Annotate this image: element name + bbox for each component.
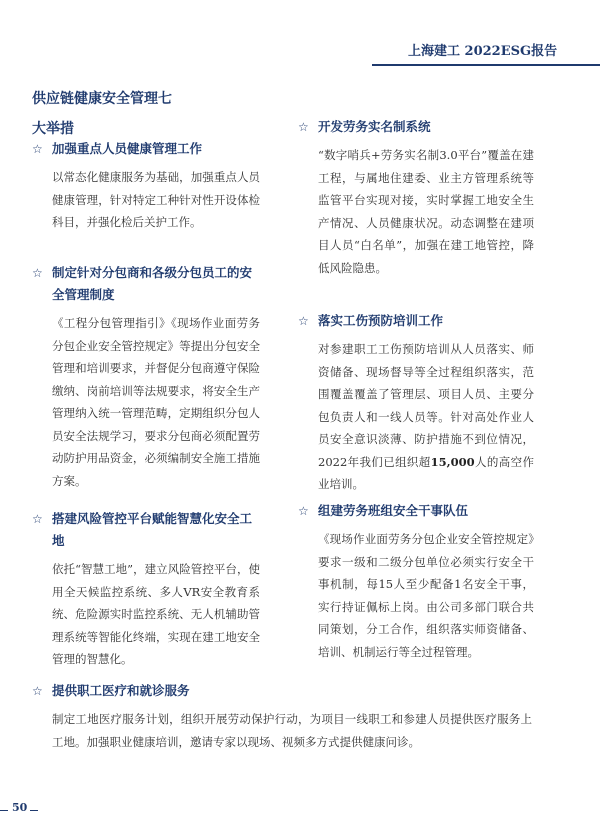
- section-body: 以常态化健康服务为基础，加强重点人员健康管理，针对特定工种针对性开设体检科目，并强化检后关护工作。: [52, 170, 260, 229]
- star-outline-icon: ☆: [32, 266, 43, 280]
- section-title-text: 落实工伤预防培训工作: [318, 313, 444, 328]
- section-title: [32, 680, 532, 702]
- footer-rule-left: [0, 810, 8, 811]
- section-title-text: 搭建风险管控平台赋能智慧化安全工地: [52, 511, 253, 548]
- highlight-number: 15,000: [430, 454, 475, 469]
- section-body: 《现场作业面劳务分包企业安全管控规定》要求一级和二级分包单位必须实行安全干事机制，每15人至少配备1名安全干事，实行持证佩标上岗。由公司多部门联合共同策划，分工合作，组织落实师资储备、培训、机制运行等全过程管理。: [318, 532, 534, 659]
- section-body: 依托“智慧工地”，建立风险管控平台，使用全天候监控系统、多人VR安全教育系统、危险源实时监控系统、无人机辅助管理系统等智能化终端，实现在建工地安全管理的智慧化。: [52, 562, 260, 666]
- star-outline-icon: ☆: [32, 684, 43, 698]
- header-rule: [372, 64, 600, 66]
- section-title: [298, 310, 534, 332]
- section-medical-service: [32, 680, 532, 753]
- section-title-text: 加强重点人员健康管理工作: [52, 141, 203, 156]
- section-body: 制定工地医疗服务计划，组织开展劳动保护行动，为项目一线职工和参建人员提供医疗服务上工地。加强职业健康培训，邀请专家以现场、视频多方式提供健康问诊。: [52, 712, 532, 749]
- section-real-name-system: [298, 116, 534, 279]
- star-outline-icon: ☆: [298, 120, 309, 134]
- section-title: [32, 138, 260, 160]
- section-body: “数字哨兵+劳务实名制3.0平台”覆盖在建工程，与属地住建委、业主方管理系统等监管平台实现对接，实时掌握工地安全生产情况、人员健康状况。动态调整在建项目人员“白名单”，加强在建工地管控，降低风险隐患。: [318, 148, 534, 275]
- section-title-text: 制定针对分包商和各级分包员工的安全管理制度: [52, 265, 253, 302]
- section-body: [298, 338, 534, 496]
- star-outline-icon: ☆: [32, 142, 43, 156]
- section-key-personnel-health: [32, 138, 260, 234]
- section-title-text: 提供职工医疗和就诊服务: [52, 683, 190, 698]
- page-title: 供应链健康安全管理七大举措: [32, 91, 172, 137]
- section-injury-prevention: [298, 310, 534, 496]
- star-outline-icon: ☆: [32, 512, 43, 526]
- footer-rule-right: [30, 810, 38, 811]
- section-title-text: 组建劳务班组安全干事队伍: [318, 503, 469, 518]
- section-body: 《工程分包管理指引》《现场作业面劳务分包企业安全管控规定》等提出分包安全管理和培训要求，并督促分包商遵守保险缴纳、岗前培训等法规要求，将安全生产管理纳入统一管理范畴，定期组织分包人员安全法规学习，要求分包商必须配置劳动防护用品资金，必须编制安全施工措施方案。: [52, 316, 260, 488]
- body-text: 人的高空作业培训。: [318, 454, 534, 491]
- report-header-title: 上海建工 2022ESG报告: [408, 44, 558, 59]
- section-title: [32, 508, 260, 552]
- section-title-text: 开发劳务实名制系统: [318, 119, 431, 134]
- section-smart-site: [32, 508, 260, 671]
- star-outline-icon: ☆: [298, 314, 309, 328]
- section-title: [298, 116, 534, 138]
- section-subcontractor-safety: [32, 262, 260, 492]
- body-text: 对参建职工工伤预防培训从人员落实、师资储备、现场督导等全过程组织落实，范围覆盖覆盖了管理层、项目人员、主要分包负责人和一线人员等。针对高处作业人员安全意识淡薄、防护措施不到位情况，2022年我们已组织超: [318, 342, 534, 469]
- section-safety-officer-team: [298, 500, 534, 663]
- page-number: 50: [12, 801, 28, 814]
- section-title: [32, 262, 260, 306]
- star-outline-icon: ☆: [298, 504, 309, 518]
- section-title: [298, 500, 534, 522]
